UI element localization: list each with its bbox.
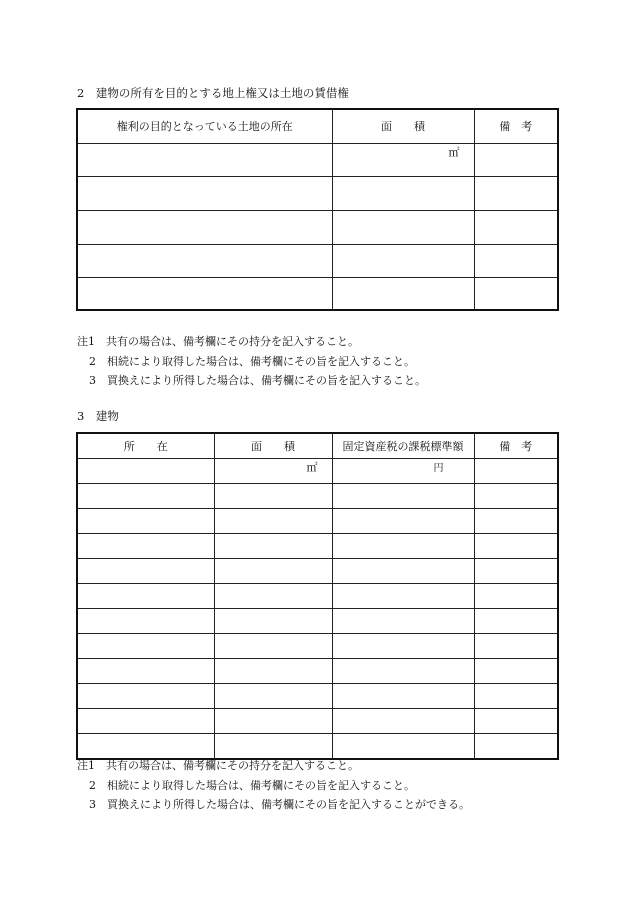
section3-note-1: 注1 共有の場合は、備考欄にその持分を記入すること。 (77, 759, 359, 772)
cell-remarks[interactable] (474, 244, 558, 277)
section3-heading: 3 建物 (77, 409, 119, 423)
cell-area[interactable] (214, 683, 332, 708)
cell-location[interactable] (77, 558, 214, 583)
header-remarks: 備 考 (474, 433, 558, 458)
cell-area[interactable] (332, 210, 474, 244)
cell-land-location[interactable] (77, 143, 332, 176)
land-rights-table (76, 108, 559, 311)
cell-area[interactable] (214, 633, 332, 658)
section2-heading: 2 建物の所有を目的とする地上権又は土地の賃借権 (77, 86, 349, 100)
cell-tax-base[interactable] (332, 583, 474, 608)
table-row (77, 483, 558, 508)
area-unit: ㎡ (448, 145, 460, 159)
cell-tax-base[interactable] (332, 558, 474, 583)
cell-remarks[interactable] (474, 583, 558, 608)
cell-location[interactable] (77, 608, 214, 633)
cell-area[interactable] (214, 708, 332, 733)
table-row (77, 143, 558, 176)
cell-tax-base[interactable] (332, 458, 474, 483)
cell-location[interactable] (77, 683, 214, 708)
cell-area[interactable] (214, 458, 332, 483)
cell-tax-base[interactable] (332, 658, 474, 683)
table-row (77, 733, 558, 759)
cell-area[interactable] (214, 583, 332, 608)
cell-location[interactable] (77, 658, 214, 683)
cell-remarks[interactable] (474, 608, 558, 633)
cell-area[interactable] (214, 483, 332, 508)
table-row (77, 210, 558, 244)
cell-area[interactable] (214, 533, 332, 558)
table-row (77, 277, 558, 310)
table-row (77, 533, 558, 558)
table-row (77, 176, 558, 210)
cell-remarks[interactable] (474, 210, 558, 244)
cell-land-location[interactable] (77, 210, 332, 244)
cell-location[interactable] (77, 733, 214, 759)
cell-remarks[interactable] (474, 176, 558, 210)
cell-tax-base[interactable] (332, 608, 474, 633)
cell-land-location[interactable] (77, 176, 332, 210)
cell-remarks[interactable] (474, 683, 558, 708)
table-row (77, 583, 558, 608)
cell-area[interactable] (214, 558, 332, 583)
header-area: 面 積 (332, 109, 474, 143)
cell-remarks[interactable] (474, 733, 558, 759)
cell-area[interactable] (332, 176, 474, 210)
cell-area[interactable] (332, 143, 474, 176)
cell-tax-base[interactable] (332, 533, 474, 558)
cell-tax-base[interactable] (332, 483, 474, 508)
cell-land-location[interactable] (77, 277, 332, 310)
cell-tax-base[interactable] (332, 733, 474, 759)
table-row (77, 683, 558, 708)
section2-note-2: 2 相続により取得した場合は、備考欄にその旨を記入すること。 (89, 355, 415, 368)
cell-area[interactable] (214, 608, 332, 633)
header-land-location: 権利の目的となっている土地の所在 (77, 109, 332, 143)
table-row (77, 708, 558, 733)
cell-remarks[interactable] (474, 708, 558, 733)
cell-remarks[interactable] (474, 277, 558, 310)
table-row (77, 508, 558, 533)
header-area: 面 積 (214, 433, 332, 458)
cell-location[interactable] (77, 633, 214, 658)
cell-remarks[interactable] (474, 558, 558, 583)
cell-tax-base[interactable] (332, 508, 474, 533)
cell-remarks[interactable] (474, 483, 558, 508)
cell-location[interactable] (77, 583, 214, 608)
cell-area[interactable] (214, 658, 332, 683)
cell-location[interactable] (77, 458, 214, 483)
table-row (77, 658, 558, 683)
area-unit: ㎡ (306, 460, 318, 474)
table-header-row (77, 433, 558, 458)
cell-area[interactable] (332, 277, 474, 310)
cell-land-location[interactable] (77, 244, 332, 277)
cell-remarks[interactable] (474, 458, 558, 483)
table-row (77, 244, 558, 277)
cell-location[interactable] (77, 508, 214, 533)
cell-remarks[interactable] (474, 658, 558, 683)
cell-tax-base[interactable] (332, 708, 474, 733)
section3-note-2: 2 相続により取得した場合は、備考欄にその旨を記入すること。 (89, 779, 415, 792)
cell-remarks[interactable] (474, 533, 558, 558)
table-row (77, 558, 558, 583)
buildings-table (76, 432, 559, 760)
yen-unit: 円 (433, 462, 444, 474)
cell-area[interactable] (332, 244, 474, 277)
cell-area[interactable] (214, 508, 332, 533)
cell-remarks[interactable] (474, 143, 558, 176)
section2-note-1: 注1 共有の場合は、備考欄にその持分を記入すること。 (77, 335, 359, 348)
header-location: 所 在 (77, 433, 214, 458)
cell-location[interactable] (77, 483, 214, 508)
table-row (77, 633, 558, 658)
cell-tax-base[interactable] (332, 683, 474, 708)
table-row (77, 458, 558, 483)
table-row (77, 608, 558, 633)
section3-note-3: 3 買換えにより所得した場合は、備考欄にその旨を記入することができる。 (89, 798, 470, 811)
cell-tax-base[interactable] (332, 633, 474, 658)
section2-note-3: 3 買換えにより所得した場合は、備考欄にその旨を記入すること。 (89, 374, 426, 387)
header-remarks: 備 考 (474, 109, 558, 143)
table-header-row (77, 109, 558, 143)
header-tax-base: 固定資産税の課税標準額 (332, 433, 474, 458)
cell-remarks[interactable] (474, 633, 558, 658)
cell-area[interactable] (214, 733, 332, 759)
cell-remarks[interactable] (474, 508, 558, 533)
cell-location[interactable] (77, 708, 214, 733)
cell-location[interactable] (77, 533, 214, 558)
